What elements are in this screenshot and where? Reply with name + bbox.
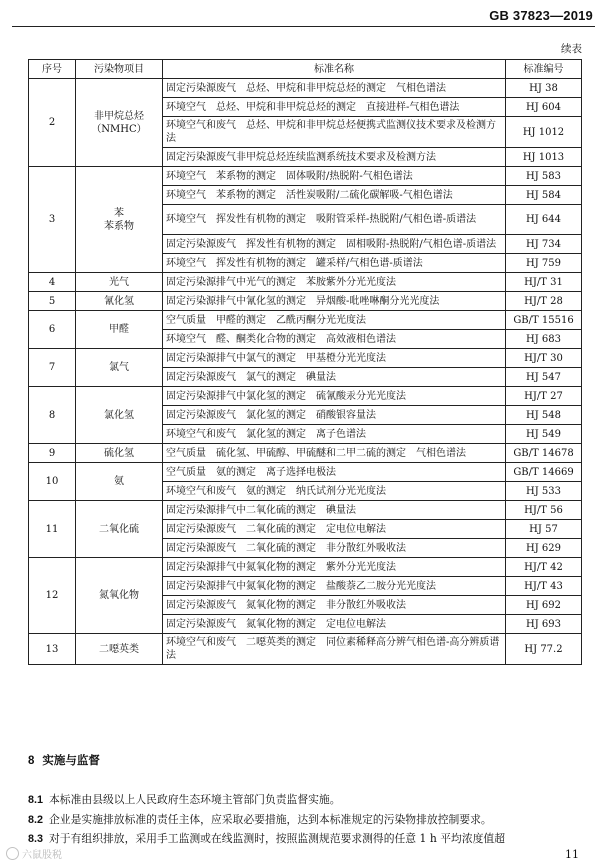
standard-name-cell: 固定污染源排气中氰化氢的测定 异烟酸-吡唑啉酮分光光度法 xyxy=(163,292,506,311)
standard-code-cell: HJ 548 xyxy=(506,406,582,425)
standard-name-cell: 固定污染源废气 氮氧化物的测定 非分散红外吸收法 xyxy=(163,596,506,615)
header-rule xyxy=(12,26,595,27)
pollutant-cell xyxy=(76,501,163,558)
standard-name-cell: 固定污染源废气 二氧化硫的测定 非分散红外吸收法 xyxy=(163,539,506,558)
seq-cell: 13 xyxy=(29,634,76,665)
column-header-standard-code: 标准编号 xyxy=(506,60,582,79)
section-number: 8 xyxy=(28,755,35,767)
standard-code-cell: HJ 547 xyxy=(506,368,582,387)
watermark-logo-icon xyxy=(6,847,19,860)
seq-cell: 12 xyxy=(29,558,76,634)
seq-cell: 8 xyxy=(29,387,76,444)
standard-name-cell: 固定污染源排气中光气的测定 苯胺紫外分光光度法 xyxy=(163,273,506,292)
section-title: 实施与监督 xyxy=(42,755,100,767)
standard-name-cell: 环境空气和废气 氨的测定 纳氏试剂分光光度法 xyxy=(163,482,506,501)
standard-code-cell: HJ/T 27 xyxy=(506,387,582,406)
seq-cell: 2 xyxy=(29,79,76,167)
pollutant-line: 甲醛 xyxy=(109,324,129,335)
standard-name-cell: 空气质量 甲醛的测定 乙酰丙酮分光光度法 xyxy=(163,311,506,330)
standard-name-cell: 环境空气 醛、酮类化合物的测定 高效液相色谱法 xyxy=(163,330,506,349)
standard-name-cell: 固定污染源排气中氯气的测定 甲基橙分光光度法 xyxy=(163,349,506,368)
column-header-standard-name: 标准名称 xyxy=(163,60,506,79)
table-row xyxy=(29,79,582,98)
pollutant-line: 二氧化硫 xyxy=(99,523,139,535)
page-number: 11 xyxy=(565,848,579,861)
table-row xyxy=(29,292,582,311)
standard-code: GB 37823—2019 xyxy=(489,8,593,23)
standard-code-cell: HJ 683 xyxy=(506,330,582,349)
pollutant-cell xyxy=(76,79,163,167)
standard-code-cell: HJ 1012 xyxy=(506,117,582,148)
table-row xyxy=(29,501,582,520)
standard-code-cell: GB/T 14669 xyxy=(506,463,582,482)
standard-name-cell: 环境空气和废气 总烃、甲烷和非甲烷总烃便携式监测仪技术要求及检测方法 xyxy=(163,117,506,148)
pollutant-line: 光气 xyxy=(109,276,129,288)
pollutant-line: 氨 xyxy=(114,476,124,487)
standard-name-cell: 固定污染源废气 二氧化硫的测定 定电位电解法 xyxy=(163,520,506,539)
standard-code-cell: HJ 57 xyxy=(506,520,582,539)
pollutant-line: 硫化氢 xyxy=(104,447,134,459)
standard-code-cell: HJ/T 42 xyxy=(506,558,582,577)
seq-cell: 5 xyxy=(29,292,76,311)
column-header-seq: 序号 xyxy=(29,60,76,79)
standard-code-cell: GB/T 15516 xyxy=(506,311,582,330)
watermark-text: 六鼠股税 xyxy=(22,850,62,861)
pollutant-cell xyxy=(76,387,163,444)
table-row xyxy=(29,558,582,577)
pollutant-cell xyxy=(76,167,163,273)
pollutant-line: 氮氧化物 xyxy=(99,590,139,601)
clause-number: 8.1 xyxy=(28,794,44,806)
pollutant-cell xyxy=(76,558,163,634)
table-row xyxy=(29,387,582,406)
pollutant-line: 苯系物 xyxy=(104,220,134,232)
continued-label: 续表 xyxy=(561,43,582,55)
pollutant-line: 氯化氢 xyxy=(104,409,134,421)
standard-code-cell: HJ/T 31 xyxy=(506,273,582,292)
table-row xyxy=(29,167,582,186)
standard-name-cell: 固定污染源废气 氯气的测定 碘量法 xyxy=(163,368,506,387)
table-row xyxy=(29,463,582,482)
pollutant-cell xyxy=(76,634,163,665)
standard-name-cell: 固定污染源排气中氯化氢的测定 硫氰酸汞分光光度法 xyxy=(163,387,506,406)
standard-code-cell: HJ 692 xyxy=(506,596,582,615)
seq-cell: 7 xyxy=(29,349,76,387)
table-row xyxy=(29,273,582,292)
standard-name-cell: 环境空气 挥发性有机物的测定 罐采样/气相色谱-质谱法 xyxy=(163,254,506,273)
standard-code-cell: HJ 533 xyxy=(506,482,582,501)
standard-name-cell: 固定污染源排气中二氧化硫的测定 碘量法 xyxy=(163,501,506,520)
standard-code-cell: HJ 1013 xyxy=(506,148,582,167)
pollutant-line: 二噁英类 xyxy=(99,643,139,655)
seq-cell: 3 xyxy=(29,167,76,273)
standard-name-cell: 固定污染源排气中氮氧化物的测定 盐酸萘乙二胺分光光度法 xyxy=(163,577,506,596)
standard-name-cell: 环境空气和废气 氯化氢的测定 离子色谱法 xyxy=(163,425,506,444)
clause xyxy=(28,812,588,827)
pollutant-line: （NMHC） xyxy=(91,123,147,135)
standard-code-cell: HJ 759 xyxy=(506,254,582,273)
pollutant-cell xyxy=(76,292,163,311)
section-heading xyxy=(28,752,100,768)
standard-code-cell: HJ 693 xyxy=(506,615,582,634)
column-header-pollutant: 污染物项目 xyxy=(76,60,163,79)
standard-code-cell: HJ/T 43 xyxy=(506,577,582,596)
standard-name-cell: 环境空气 苯系物的测定 固体吸附/热脱附-气相色谱法 xyxy=(163,167,506,186)
standard-name-cell: 环境空气和废气 二噁英类的测定 同位素稀释高分辨气相色谱-高分辨质谱法 xyxy=(163,634,506,665)
pollutant-line: 氰化氢 xyxy=(104,295,134,307)
clause-text: 对于有组织排放，采用手工监测或在线监测时，按照监测规范要求测得的任意 1 h 平均浓度值超 xyxy=(49,832,506,845)
standard-name-cell: 固定污染源废气 氮氧化物的测定 定电位电解法 xyxy=(163,615,506,634)
standard-code-cell: HJ 549 xyxy=(506,425,582,444)
table-row xyxy=(29,311,582,330)
pollutant-cell xyxy=(76,463,163,501)
standards-table xyxy=(28,59,582,665)
standard-code-cell: HJ 604 xyxy=(506,98,582,117)
standard-code-cell: HJ 629 xyxy=(506,539,582,558)
clause xyxy=(28,831,588,846)
clause xyxy=(28,792,588,807)
pollutant-line: 苯 xyxy=(114,207,124,219)
standard-name-cell: 固定污染源废气非甲烷总烃连续监测系统技术要求及检测方法 xyxy=(163,148,506,167)
clause-number: 8.2 xyxy=(28,814,44,826)
pollutant-line: 非甲烷总烃 xyxy=(94,110,144,122)
seq-cell: 6 xyxy=(29,311,76,349)
pollutant-cell xyxy=(76,349,163,387)
table-row xyxy=(29,634,582,665)
standard-code-cell: GB/T 14678 xyxy=(506,444,582,463)
standard-code-cell: HJ 644 xyxy=(506,205,582,235)
seq-cell: 11 xyxy=(29,501,76,558)
pollutant-cell xyxy=(76,273,163,292)
standard-name-cell: 空气质量 氨的测定 离子选择电极法 xyxy=(163,463,506,482)
clause-text: 企业是实施排放标准的责任主体，应采取必要措施，达到本标准规定的污染物排放控制要求。 xyxy=(49,813,492,826)
seq-cell: 10 xyxy=(29,463,76,501)
standard-code-cell: HJ/T 28 xyxy=(506,292,582,311)
standard-code-cell: HJ 734 xyxy=(506,235,582,254)
standard-name-cell: 空气质量 硫化氢、甲硫醇、甲硫醚和二甲二硫的测定 气相色谱法 xyxy=(163,444,506,463)
standard-code-cell: HJ/T 30 xyxy=(506,349,582,368)
standard-code-cell: HJ 584 xyxy=(506,186,582,205)
seq-cell: 4 xyxy=(29,273,76,292)
standard-code-cell: HJ 77.2 xyxy=(506,634,582,665)
table-row xyxy=(29,444,582,463)
clause-number: 8.3 xyxy=(28,833,44,845)
standard-name-cell: 固定污染源废气 挥发性有机物的测定 固相吸附-热脱附/气相色谱-质谱法 xyxy=(163,235,506,254)
standard-name-cell: 环境空气 苯系物的测定 活性炭吸附/二硫化碳解吸-气相色谱法 xyxy=(163,186,506,205)
standard-code-cell: HJ 583 xyxy=(506,167,582,186)
seq-cell: 9 xyxy=(29,444,76,463)
standard-name-cell: 环境空气 总烃、甲烷和非甲烷总烃的测定 直接进样-气相色谱法 xyxy=(163,98,506,117)
pollutant-cell xyxy=(76,444,163,463)
pollutant-cell xyxy=(76,311,163,349)
standard-name-cell: 固定污染源废气 总烃、甲烷和非甲烷总烃的测定 气相色谱法 xyxy=(163,79,506,98)
standard-name-cell: 固定污染源排气中氮氧化物的测定 紫外分光光度法 xyxy=(163,558,506,577)
standard-name-cell: 固定污染源废气 氯化氢的测定 硝酸银容量法 xyxy=(163,406,506,425)
standard-code-cell: HJ 38 xyxy=(506,79,582,98)
standard-code-cell: HJ/T 56 xyxy=(506,501,582,520)
table-row xyxy=(29,349,582,368)
pollutant-line: 氯气 xyxy=(109,362,129,373)
clause-text: 本标准由县级以上人民政府生态环境主管部门负责监督实施。 xyxy=(49,793,341,806)
table-body xyxy=(29,79,582,665)
standard-name-cell: 环境空气 挥发性有机物的测定 吸附管采样-热脱附/气相色谱-质谱法 xyxy=(163,205,506,235)
watermark xyxy=(6,846,62,861)
